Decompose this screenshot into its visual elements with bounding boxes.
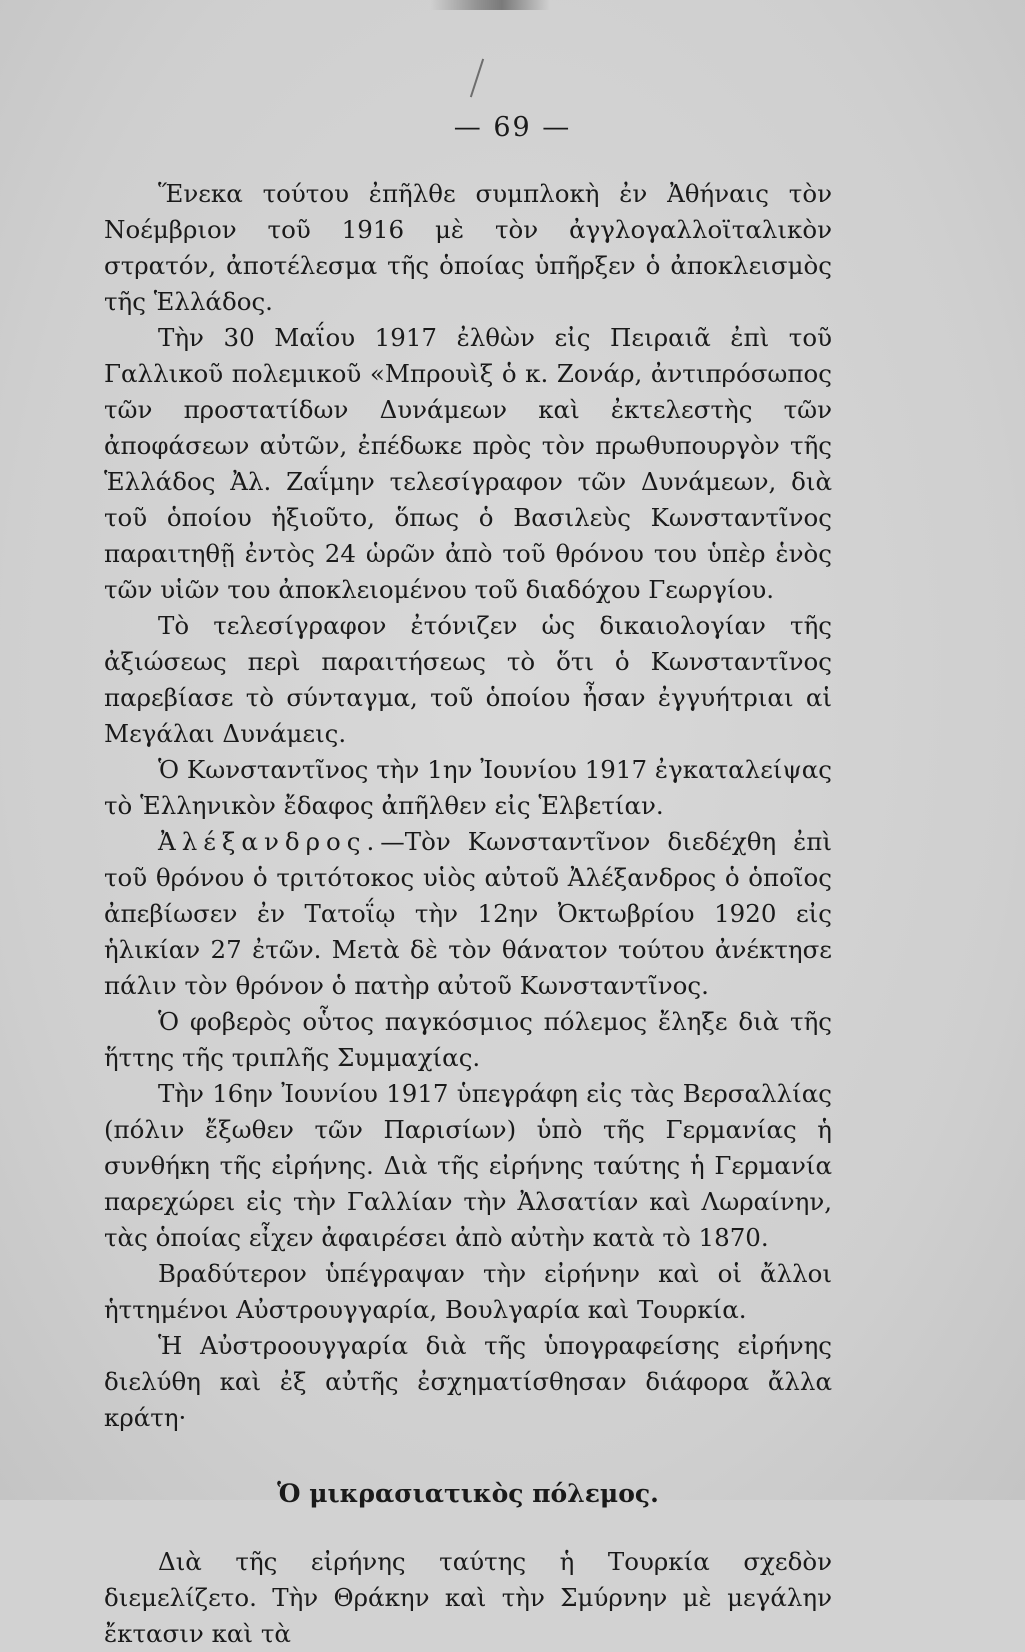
section-heading: Ὁ μικρασιατικὸς πόλεμος. bbox=[277, 1479, 659, 1508]
paragraph-6: Τὴν 16ην Ἰουνίου 1917 ὑπεγράφη εἰς τὰς Βερσαλλίας (πόλιν ἔξωθεν τῶν Παρισίων) ὑπὸ τῆς Γερμανίας ἡ συνθήκη τῆς εἰρήνης. Διὰ τῆς εἰρήνης ταύτης ἡ Γερμανία παρεχώρει εἰς τὴν Γαλλίαν τὴν Ἀλσατίαν καὶ Λωραίνην, τὰς ὁποίας εἶχεν ἀφαιρέσει ἀπὸ αὐτὴν κατὰ τὸ 1870. bbox=[104, 1079, 832, 1252]
paragraph-7: Βραδύτερον ὑπέγραψαν τὴν εἰρήνην καὶ οἱ ἄλλοι ἡττημένοι Αὐστρουγγαρία, Βουλγαρία καὶ Τουρκία. bbox=[104, 1259, 832, 1324]
alexandros-text: —Τὸν Κωνσταντῖνον διεδέχθη ἐπὶ τοῦ θρόνου ὁ τριτότοκος υἱὸς αὐτοῦ Ἀλέξανδρος ὁ ὁποῖος ἀπεβίωσεν ἐν Τατοΐῳ τὴν 12ην Ὀκτωβρίου 1920 εἰς ἡλικίαν 27 ἐτῶν. Μετὰ δὲ τὸν θάνατον τούτου ἀνέκτησε πάλιν τὸν θρόνον ὁ πατὴρ αὐτοῦ Κωνσταντῖνος. bbox=[104, 827, 832, 1000]
paragraph-3: Τὸ τελεσίγραφον ἐτόνιζεν ὡς δικαιολογίαν τῆς ἀξιώσεως περὶ παραιτήσεως τὸ ὅτι ὁ Κωνσταντῖνος παρεβίασε τὸ σύνταγμα, τοῦ ὁποίου ἦσαν ἐγγυήτριαι αἱ Μεγάλαι Δυνάμεις. bbox=[104, 611, 832, 748]
page-number: — 69 — bbox=[453, 112, 572, 143]
ink-smudge bbox=[430, 0, 550, 10]
paragraph-4: Ὁ Κωνσταντῖνος τὴν 1ην Ἰουνίου 1917 ἐγκαταλείψας τὸ Ἑλληνικὸν ἔδαφος ἀπῆλθεν εἰς Ἑλβετίαν. bbox=[104, 755, 832, 820]
pencil-mark bbox=[470, 59, 484, 98]
body-text bbox=[104, 176, 832, 1652]
paragraph-5: Ὁ φοβερὸς οὗτος παγκόσμιος πόλεμος ἔληξε διὰ τῆς ἥττης τῆς τριπλῆς Συμμαχίας. bbox=[104, 1007, 832, 1072]
paragraph-8: Ἡ Αὐστροουγγαρία διὰ τῆς ὑπογραφείσης εἰρήνης διελύθη καὶ ἐξ αὐτῆς ἐσχηματίσθησαν διάφορα ἄλλα κράτη· bbox=[104, 1331, 832, 1432]
paragraph-1: Ἕνεκα τούτου ἐπῆλθε συμπλοκὴ ἐν Ἀθήναις τὸν Νοέμβριον τοῦ 1916 μὲ τὸν ἀγγλογαλλοϊταλικὸν στρατόν, ἀποτέλεσμα τῆς ὁποίας ὑπῆρξεν ὁ ἀποκλεισμὸς τῆς Ἑλλάδος. bbox=[104, 179, 832, 316]
paragraph-2: Τὴν 30 Μαΐου 1917 ἐλθὼν εἰς Πειραιᾶ ἐπὶ τοῦ Γαλλικοῦ πολεμικοῦ «Μπρουὶξ ὁ κ. Ζονάρ, ἀντιπρόσωπος τῶν προστατίδων Δυνάμεων καὶ ἐκτελεστὴς τῶν ἀποφάσεων αὐτῶν, ἐπέδωκε πρὸς τὸν πρωθυπουργὸν τῆς Ἑλλάδος Ἀλ. Ζαΐμην τελεσίγραφον τῶν Δυνάμεων, διὰ τοῦ ὁποίου ἠξιοῦτο, ὅπως ὁ Βασιλεὺς Κωνσταντῖνος παραιτηθῇ ἐντὸς 24 ὡρῶν ἀπὸ τοῦ θρόνου του ὑπὲρ ἑνὸς τῶν υἱῶν του ἀποκλειομένου τοῦ διαδόχου Γεωργίου. bbox=[104, 323, 832, 604]
paragraph-alexandros bbox=[104, 824, 832, 1004]
alexandros-name: Ἀλέξανδρος. bbox=[158, 827, 381, 856]
paragraph-final: Διὰ τῆς εἰρήνης ταύτης ἡ Τουρκία σχεδὸν διεμελίζετο. Τὴν Θράκην καὶ τὴν Σμύρνην μὲ μεγάλην ἔκτασιν καὶ τὰ bbox=[104, 1547, 832, 1648]
